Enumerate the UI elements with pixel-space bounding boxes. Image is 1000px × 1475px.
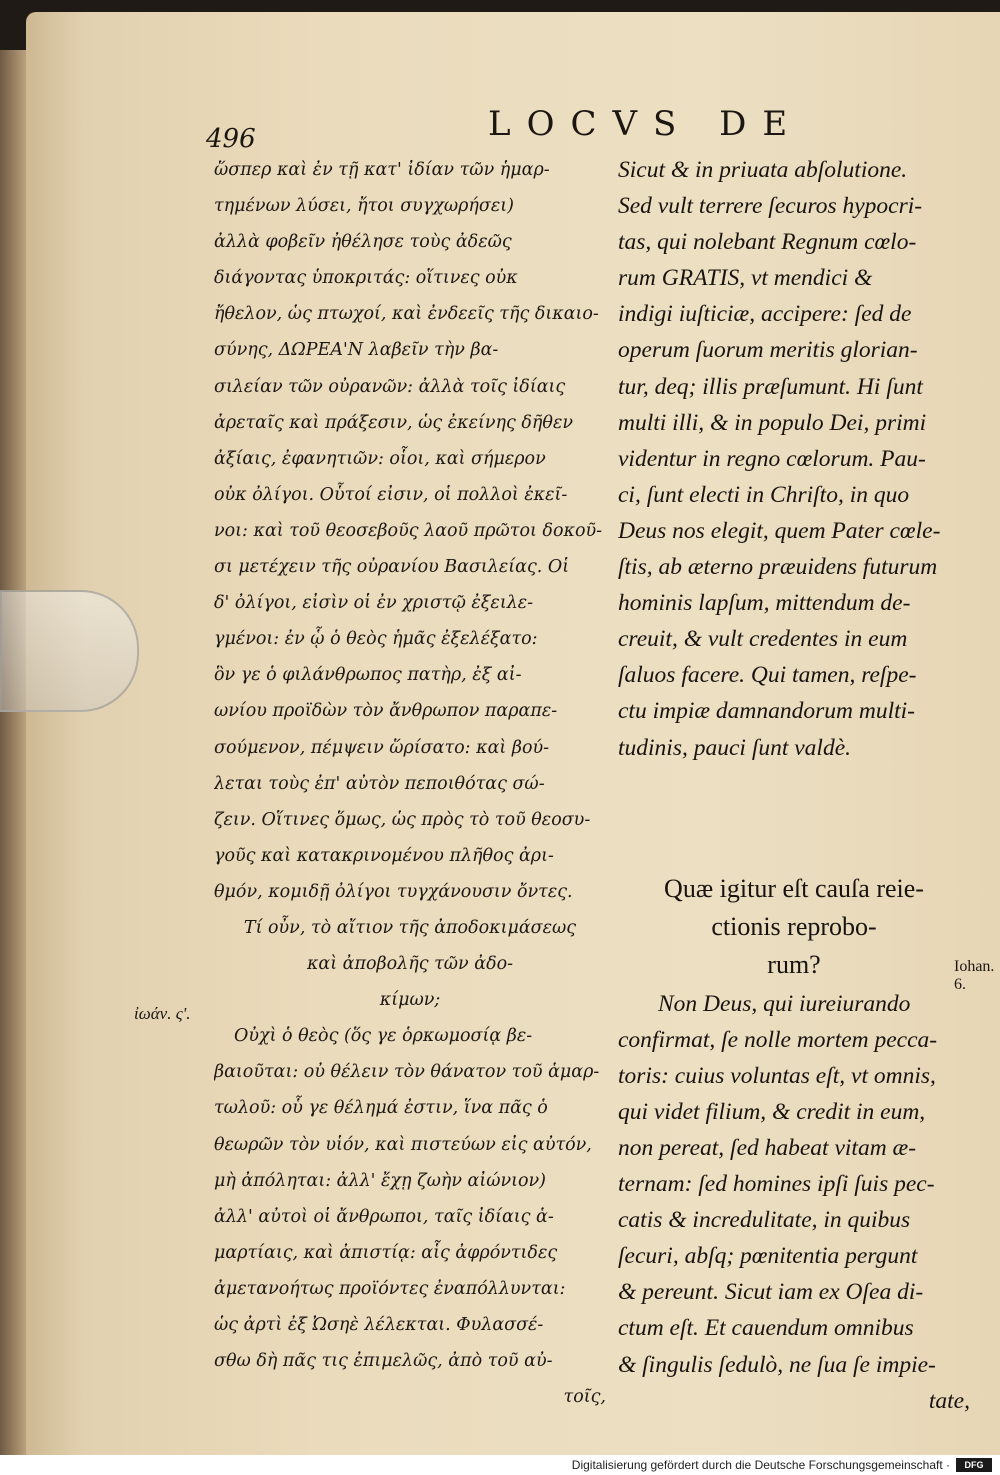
greek-line: ὡς ἀρτὶ ἐξ Ὠσηὲ λέλεκται. Φυλασσέ-: [214, 1315, 544, 1335]
latin-line: non pereat, ſed habeat vitam æ-: [618, 1134, 917, 1161]
greek-line: διάγοντας ὑποκριτάς: οἵτινες οὐκ: [214, 268, 518, 289]
latin-line: catis & incredulitate, in quibus: [618, 1207, 911, 1234]
latin-line: tur, deq; illis præſumunt. Hi ſunt: [618, 373, 923, 400]
greek-line: ἀμετανοήτως προϊόντες ἐναπόλλυνται:: [214, 1278, 566, 1299]
latin-line: Deus nos elegit, quem Pater cœle-: [618, 517, 941, 544]
latin-line: & pereunt. Sicut iam ex Oſea di-: [618, 1279, 924, 1306]
latin-line: rum GRATIS, vt mendici &: [618, 265, 873, 292]
latin-line: ſtis, ab æterno præuidens futurum: [618, 554, 938, 581]
greek-column: [214, 152, 606, 1415]
latin-heading: [618, 870, 970, 984]
margin-note-left: ἰωάν. ς'.: [134, 1004, 191, 1023]
latin-line: ctum eſt. Et cauendum omnibus: [618, 1315, 914, 1342]
greek-paragraph-1: [214, 152, 606, 910]
margin-note-right: Iohan. 6.: [954, 958, 995, 993]
greek-line: ωνίου προϊδὼν τὸν ἄνθρωπον παραπε-: [214, 701, 558, 722]
latin-line: confirmat, ſe nolle mortem pecca-: [618, 1026, 938, 1053]
greek-line: μαρτίαις, καὶ ἀπιστίᾳ: αἷς ἀφρόντιδες: [214, 1242, 558, 1263]
latin-line: operum ſuorum meritis glorian-: [618, 337, 918, 364]
greek-paragraph-2: [214, 1018, 606, 1415]
latin-heading-line: Quæ igitur eſt cauſa reie-: [664, 873, 924, 903]
greek-line: ἀλλ' αὐτοὶ οἱ ἄνθρωποι, ταῖς ἰδίαις ἁ-: [214, 1206, 554, 1227]
greek-line: θμόν, κομιδῇ ὀλίγοι τυγχάνουσιν ὄντες.: [214, 881, 573, 902]
latin-line: ſaluos facere. Qui tamen, reſpe-: [618, 662, 917, 689]
latin-line: indigi iuſticiæ, accipere: ſed de: [618, 301, 912, 328]
latin-line: multi illi, & in populo Dei, primi: [618, 409, 927, 436]
greek-heading-line: Τί οὖν, τὸ αἴτιον τῆς ἀποδοκιμάσεως: [243, 917, 577, 938]
greek-line: σύνης, ΔΩΡΕΑ'Ν λαβεῖν τὴν βα-: [214, 340, 499, 361]
greek-line: μὴ ἀπόληται: ἀλλ' ἔχῃ ζωὴν αἰώνιον): [214, 1170, 546, 1191]
greek-line: ἀλλὰ φοβεῖν ἠθέλησε τοὺς ἀδεῶς: [214, 232, 512, 253]
greek-line: γοῦς καὶ κατακρινομένου πλῆθος ἀρι-: [214, 845, 554, 866]
running-head: LOCVS DE: [488, 104, 804, 144]
latin-line: Sed vult terrere ſecuros hypocri-: [618, 193, 923, 220]
greek-line: σθω δὴ πᾶς τις ἐπιμελῶς, ἀπὸ τοῦ αὐ-: [214, 1351, 553, 1372]
latin-line: & ſingulis ſedulò, ne ſua ſe impie-: [618, 1351, 936, 1378]
greek-line: τοῖς,: [563, 1387, 606, 1408]
latin-column: [618, 152, 970, 1419]
latin-line: ſecuri, abſq; pœnitentia pergunt: [618, 1243, 918, 1270]
greek-line: ζειν. Οἵτινες ὅμως, ὡς πρὸς τὸ τοῦ θεοσυ-: [214, 809, 591, 830]
latin-heading-line: ctionis reprobo-: [711, 911, 877, 941]
latin-line: Non Deus, qui iureiurando: [658, 990, 911, 1017]
latin-paragraph-2: [618, 986, 970, 1419]
latin-line: creuit, & vult credentes in eum: [618, 626, 908, 653]
greek-heading: [214, 910, 606, 1018]
greek-line: δ' ὀλίγοι, εἰσὶν οἱ ἐν χριστῷ ἐξειλε-: [214, 593, 534, 614]
dfg-logo: DFG: [956, 1458, 992, 1472]
latin-paragraph-1: [618, 152, 970, 766]
greek-line: ὥσπερ καὶ ἐν τῇ κατ' ἰδίαν τῶν ἡμαρ-: [214, 160, 550, 180]
latin-line: videntur in regno cœlorum. Pau-: [618, 445, 926, 472]
greek-line: Οὐχὶ ὁ θεὸς (ὅς γε ὁρκωμοσίᾳ βε-: [234, 1026, 533, 1047]
greek-line: ἤθελον, ὡς πτωχοί, καὶ ἐνδεεῖς τῆς δικαιο-: [214, 304, 599, 325]
footer-bar: [0, 1455, 1000, 1475]
latin-line: tudinis, pauci ſunt valdè.: [618, 734, 852, 761]
page-number: 496: [206, 124, 256, 154]
greek-line: λεται τοὺς ἐπ' αὐτὸν πεποιθότας σώ-: [214, 773, 545, 794]
greek-line: γμένοι: ἐν ᾧ ὁ θεὸς ἡμᾶς ἐξελέξατο:: [214, 629, 538, 650]
greek-line: σι μετέχειν τῆς οὐρανίου Βασιλείας. Οἱ: [214, 557, 570, 578]
latin-line: Sicut & in priuata abſolutione.: [618, 157, 908, 183]
latin-line: tas, qui nolebant Regnum cœlo-: [618, 229, 917, 256]
greek-line: οὐκ ὀλίγοι. Οὗτοί εἰσιν, οἱ πολλοὶ ἐκεῖ-: [214, 484, 568, 505]
greek-line: θεωρῶν τὸν υἱόν, καὶ πιστεύων εἰς αὐτόν,: [214, 1134, 592, 1155]
paper-clip: [0, 590, 139, 712]
greek-line: ἀρεταῖς καὶ πράξεσιν, ὡς ἐκείνης δῆθεν: [214, 412, 573, 433]
greek-line: τημένων λύσει, ἤτοι συγχωρήσει): [214, 196, 514, 217]
latin-line: ci, ſunt electi in Chriſto, in quo: [618, 481, 910, 508]
greek-line: τωλοῦ: οὗ γε θέλημά ἐστιν, ἵνα πᾶς ὁ: [214, 1098, 548, 1119]
latin-line: ctu impiæ damnandorum multi-: [618, 698, 916, 725]
greek-line: σιλείαν τῶν οὐρανῶν: ἀλλὰ τοῖς ἰδίαις: [214, 376, 566, 397]
latin-line: toris: cuius voluntas eſt, vt omnis,: [618, 1062, 936, 1089]
greek-line: ὃν γε ὁ φιλάνθρωπος πατὴρ, ἐξ αἰ-: [214, 665, 522, 686]
latin-line: ternam: ſed homines ipſi ſuis pec-: [618, 1171, 935, 1198]
greek-line: βαιοῦται: οὐ θέλειν τὸν θάνατον τοῦ ἁμαρ-: [214, 1062, 600, 1083]
greek-line: νοι: καὶ τοῦ θεοσεβοῦς λαοῦ πρῶτοι δοκοῦ-: [214, 520, 603, 541]
book-page: [26, 12, 1000, 1455]
latin-line: hominis lapſum, mittendum de-: [618, 590, 911, 617]
greek-heading-line: κίμων;: [379, 990, 441, 1011]
greek-line: ἀξίαις, ἐφανητιῶν: οἷοι, καὶ σήμερον: [214, 448, 546, 469]
greek-line: σούμενον, πέμψειν ὥρίσατο: καὶ βού-: [214, 737, 550, 758]
greek-heading-line: καὶ ἀποβολῆς τῶν ἀδο-: [306, 954, 514, 975]
footer-credit: Digitalisierung gefördert durch die Deutsche Forschungsgemeinschaft ·: [571, 1458, 950, 1472]
latin-line: tate,: [928, 1387, 970, 1414]
latin-line: qui videt filium, & credit in eum,: [618, 1098, 926, 1125]
latin-heading-line: rum?: [767, 949, 821, 979]
